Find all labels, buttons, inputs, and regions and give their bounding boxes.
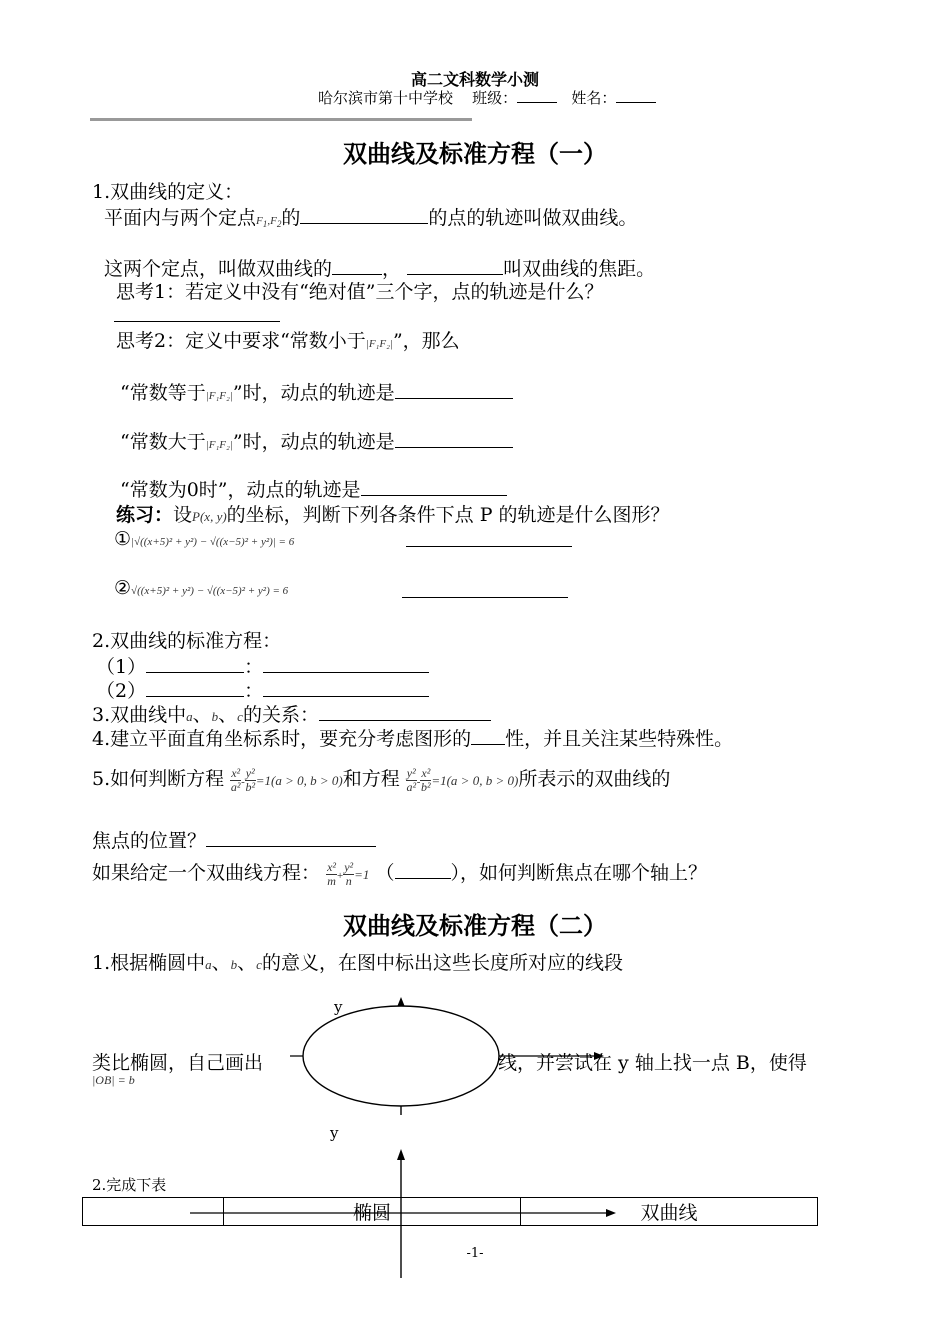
circle-one: ① bbox=[114, 528, 132, 550]
name-label: 姓名： bbox=[571, 89, 617, 107]
const-zero-line bbox=[120, 475, 507, 502]
formula-F1F2-abs: |F₁F₂| bbox=[205, 390, 233, 402]
think1: 思考1：若定义中没有“绝对值”三个字，点的轨迹是什么？ bbox=[116, 281, 604, 303]
section1-title: 双曲线及标准方程（一） bbox=[343, 139, 607, 168]
foci-comma: ， bbox=[382, 258, 402, 280]
foci-pre: 这两个定点，叫做双曲线的 bbox=[104, 258, 333, 280]
class-label: 班级： bbox=[472, 89, 518, 107]
page-number: -1- bbox=[466, 1246, 484, 1261]
comparison-table bbox=[82, 1197, 818, 1226]
const-greater-blank[interactable] bbox=[395, 429, 513, 448]
formula-x2-b2: $\frac{\text{x²}}{\text{b²}}$ bbox=[421, 765, 431, 794]
const-equal-post: ”时，动点的轨迹是 bbox=[232, 382, 395, 404]
header-info bbox=[318, 87, 656, 108]
table-header-empty bbox=[83, 1198, 224, 1226]
formula-a: a bbox=[186, 709, 193, 724]
formula-F1: $F_1$ bbox=[256, 215, 268, 230]
practice-1-blank[interactable] bbox=[406, 546, 572, 547]
practice-label: 练习： bbox=[116, 504, 174, 526]
q5-blank[interactable] bbox=[206, 828, 376, 847]
school-name: 哈尔滨市第十中学校 bbox=[318, 89, 454, 107]
formula-x2-m: $\frac{\text{x²}}{m}$ bbox=[327, 859, 336, 888]
formula-F2: $F_2$ bbox=[270, 215, 282, 230]
circle-two: ② bbox=[114, 577, 132, 599]
q5-line3: 如果给定一个双曲线方程： $\frac{\text{x²}}{m}$ + $\frac{\text{y²}}{n}$ =1 （ ），如何判断焦点在哪个轴上？ bbox=[92, 859, 708, 888]
q3-blank[interactable] bbox=[319, 702, 491, 721]
formula-expr2: √((x+5)² + y²) − √((x−5)² + y²) = 6 bbox=[131, 585, 289, 597]
formula-expr1: |√((x+5)² + y²) − √((x−5)² + y²)| = 6 bbox=[131, 536, 295, 548]
analogy-pre: 类比椭圆，自己画出 bbox=[92, 1052, 264, 1074]
foci-post: 叫双曲线的焦距。 bbox=[503, 258, 656, 280]
formula-y2-b2: $\frac{\text{y²}}{\text{b²}}$ bbox=[245, 765, 256, 794]
q4-line: 4.建立平面直角坐标系时，要充分考虑图形的 性，并且关注某些特殊性。 bbox=[92, 728, 734, 750]
formula-c: c bbox=[237, 709, 243, 724]
formula-x2-a2: $\frac{\text{x²}}{\text{a²}}$ bbox=[230, 765, 241, 794]
q2-2-blank-b[interactable] bbox=[263, 678, 429, 697]
const-equal-line bbox=[120, 378, 513, 405]
practice-item-2 bbox=[114, 577, 288, 599]
practice-2-blank[interactable] bbox=[402, 597, 568, 598]
formula-b: b bbox=[211, 709, 219, 724]
const-greater-line bbox=[120, 427, 513, 454]
practice-pre: 设 bbox=[173, 504, 193, 526]
s2-q1-line: 1.根据椭圆中a、b、c的意义，在图中标出这些长度所对应的线段 bbox=[92, 952, 623, 974]
formula-OB: |OB| = b bbox=[92, 1073, 135, 1087]
formula-P-xy: P(x, y) bbox=[192, 509, 227, 524]
think2-post: ”，那么 bbox=[392, 330, 460, 352]
const-equal-pre: “常数等于 bbox=[120, 382, 206, 404]
section2-title: 双曲线及标准方程（二） bbox=[343, 911, 607, 940]
q2-heading: 2.双曲线的标准方程： bbox=[92, 630, 282, 652]
name-blank[interactable] bbox=[616, 88, 656, 103]
formula-c: c bbox=[256, 957, 262, 972]
definition-line: 平面内与两个定点$F_1,F_2$的 的点的轨迹叫做双曲线。 bbox=[104, 207, 638, 230]
table-header-ellipse: 椭圆 bbox=[224, 1198, 521, 1226]
const-equal-blank[interactable] bbox=[395, 380, 513, 399]
q5-condition-blank[interactable] bbox=[395, 860, 451, 879]
const-zero-blank[interactable] bbox=[361, 477, 507, 496]
q2-item-1: （1） ： bbox=[96, 652, 429, 679]
ellipse-y-label: y bbox=[334, 998, 343, 1016]
q3-line: 3.双曲线中a、b、c的关系： bbox=[92, 700, 491, 727]
header-title: 高二文科数学小测 bbox=[410, 70, 539, 89]
practice-post: 的坐标，判断下列各条件下点 P 的轨迹是什么图形？ bbox=[226, 504, 670, 526]
formula-b: b bbox=[230, 957, 238, 972]
definition-pre: 平面内与两个定点 bbox=[104, 207, 257, 229]
ellipse-shape bbox=[303, 1006, 499, 1106]
q1-heading: 1.双曲线的定义： bbox=[92, 181, 244, 203]
formula-F1F2-abs: |F₁F₂| bbox=[365, 338, 393, 350]
table-row bbox=[83, 1198, 818, 1226]
formula-a: a bbox=[205, 957, 212, 972]
focal-distance-blank[interactable] bbox=[407, 256, 503, 275]
definition-mid: 的 bbox=[281, 207, 301, 229]
analogy-post: 线，并尝试在 y 轴上找一点 B，使得 bbox=[498, 1052, 807, 1074]
q2-item-2: （2） ： bbox=[96, 676, 429, 703]
practice-line bbox=[116, 500, 670, 527]
formula-y2-n: $\frac{\text{y²}}{n}$ bbox=[344, 859, 354, 888]
q4-blank[interactable] bbox=[471, 726, 505, 745]
table-header-hyperbola: 双曲线 bbox=[521, 1198, 818, 1226]
q5-line: 5.如何判断方程 $\frac{\text{x²}}{\text{a²}}$ - $\frac{\text{y²}}{\text{b²}}$ =1(a > 0, b > 0)和方程 $\frac{\text{y²}}{\text{a²}}$ - $\frac{\text{x²}}{\text{b²}}$ =1(a > 0, b > 0)所表示的双曲线的 bbox=[92, 765, 671, 794]
think2-line bbox=[116, 326, 460, 353]
definition-post: 的点的轨迹叫做双曲线。 bbox=[428, 207, 638, 229]
const-greater-pre: “常数大于 bbox=[120, 431, 206, 453]
q2-1-blank-b[interactable] bbox=[263, 654, 429, 673]
think2-pre: 思考2：定义中要求“常数小于 bbox=[116, 330, 366, 352]
formula-F1F2-abs: |F₁F₂| bbox=[205, 439, 233, 451]
const-greater-post: ”时，动点的轨迹是 bbox=[232, 431, 395, 453]
q2-1-blank-a[interactable] bbox=[146, 654, 244, 673]
formula-y2-a2: $\frac{\text{y²}}{\text{a²}}$ bbox=[406, 765, 417, 794]
axes2-y-label: y bbox=[330, 1124, 339, 1142]
practice-item-1 bbox=[114, 528, 294, 550]
think1-blank[interactable] bbox=[114, 321, 280, 322]
foci-blank[interactable] bbox=[332, 256, 382, 275]
header-divider bbox=[90, 118, 472, 121]
const-zero-text: “常数为0时”，动点的轨迹是 bbox=[120, 479, 361, 501]
q5-line2: 焦点的位置？ bbox=[92, 826, 376, 853]
definition-blank[interactable] bbox=[300, 205, 428, 224]
class-blank[interactable] bbox=[517, 88, 557, 103]
axes2-y-arrow bbox=[397, 1149, 405, 1160]
s2-q2: 2.完成下表 bbox=[92, 1176, 167, 1194]
q2-2-blank-a[interactable] bbox=[146, 678, 244, 697]
